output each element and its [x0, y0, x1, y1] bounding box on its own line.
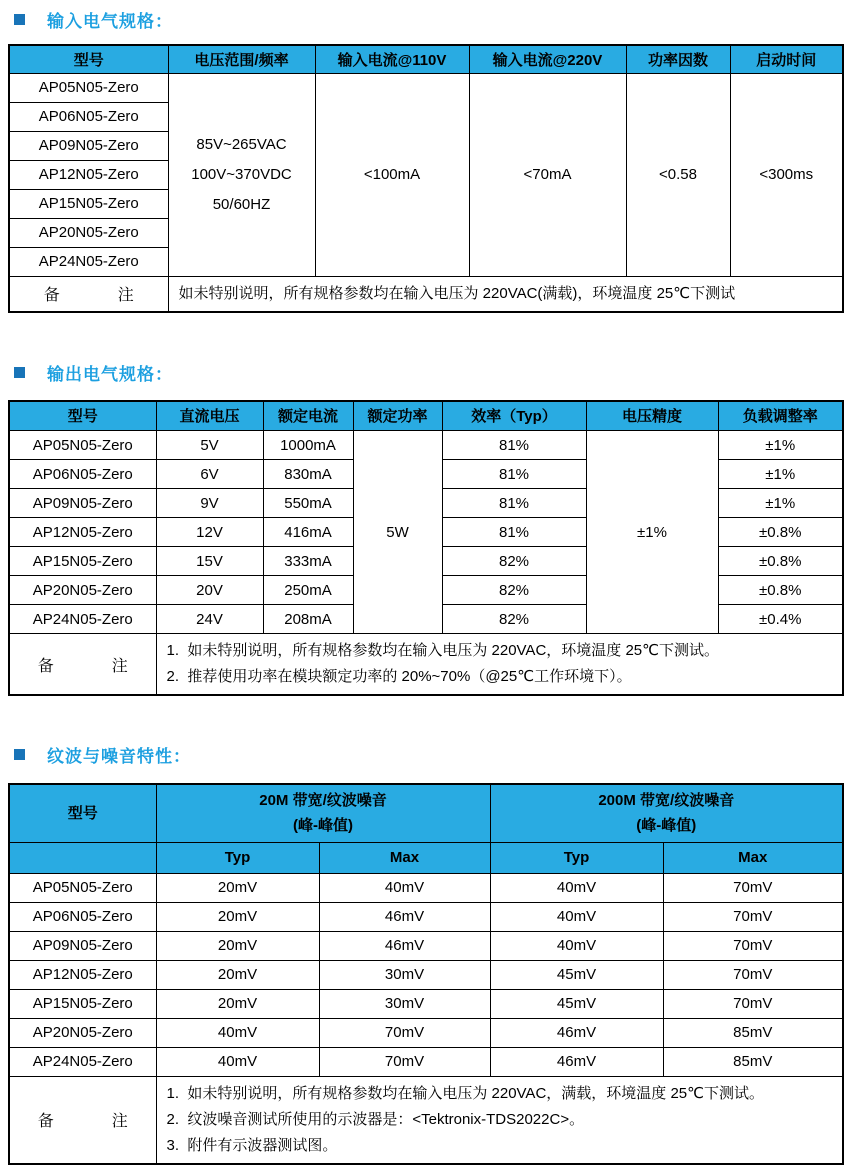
model-cell: AP09N05-Zero	[9, 131, 168, 160]
section-title-ripple-noise	[14, 743, 850, 765]
load-regulation-cell: ±0.8%	[718, 547, 843, 576]
load-regulation-cell: ±0.8%	[718, 576, 843, 605]
col-subheader-typ-200m: Typ	[490, 842, 663, 873]
max-200m-cell: 70mV	[663, 989, 843, 1018]
typ-200m-cell: 46mV	[490, 1018, 663, 1047]
max-200m-cell: 70mV	[663, 902, 843, 931]
col-header-20m-bandwidth-group	[156, 784, 490, 842]
input-current-220v-cell: <70mA	[469, 73, 626, 276]
max-20m-cell: 70mV	[319, 1018, 490, 1047]
dc-voltage-cell: 9V	[156, 489, 263, 518]
model-cell: AP12N05-Zero	[9, 518, 156, 547]
model-cell: AP20N05-Zero	[9, 576, 156, 605]
table-row	[9, 431, 843, 460]
max-200m-cell: 85mV	[663, 1018, 843, 1047]
section-title-text: 输出电气规格：	[47, 365, 173, 384]
output-spec-table	[8, 400, 844, 697]
dc-voltage-cell: 24V	[156, 605, 263, 634]
rated-current-cell: 333mA	[263, 547, 353, 576]
col-header-model: 型号	[9, 784, 156, 842]
load-regulation-cell: ±1%	[718, 431, 843, 460]
voltage-range-line: 85V~265VAC	[196, 135, 287, 153]
startup-time-cell: <300ms	[730, 73, 843, 276]
note-line: 2. 纹波噪音测试所使用的示波器是：<Tektronix-TDS2022C>。	[166, 1110, 585, 1128]
table-subheader-row	[9, 842, 843, 873]
model-cell: AP15N05-Zero	[9, 989, 156, 1018]
typ-20m-cell: 20mV	[156, 931, 319, 960]
section-title-output-specs	[14, 362, 850, 384]
model-cell: AP15N05-Zero	[9, 189, 168, 218]
table-header-row	[9, 401, 843, 431]
model-cell: AP05N05-Zero	[9, 873, 156, 902]
model-cell: AP20N05-Zero	[9, 218, 168, 247]
dc-voltage-cell: 15V	[156, 547, 263, 576]
note-label-cell	[9, 276, 168, 312]
table-row	[9, 989, 843, 1018]
dc-voltage-cell: 6V	[156, 460, 263, 489]
typ-200m-cell: 40mV	[490, 931, 663, 960]
note-text-cell	[156, 1076, 843, 1164]
rated-current-cell: 416mA	[263, 518, 353, 547]
efficiency-cell: 81%	[442, 460, 586, 489]
typ-20m-cell: 20mV	[156, 873, 319, 902]
max-200m-cell: 70mV	[663, 960, 843, 989]
load-regulation-cell: ±1%	[718, 489, 843, 518]
model-cell: AP24N05-Zero	[9, 247, 168, 276]
group-header-line: 20M 带宽/纹波噪音	[259, 792, 387, 810]
typ-200m-cell: 40mV	[490, 902, 663, 931]
max-20m-cell: 40mV	[319, 873, 490, 902]
typ-20m-cell: 40mV	[156, 1047, 319, 1076]
table-row	[9, 960, 843, 989]
note-label-cell	[9, 634, 156, 696]
col-header-rated-current: 额定电流	[263, 401, 353, 431]
load-regulation-cell: ±0.8%	[718, 518, 843, 547]
col-header-startup-time: 启动时间	[730, 45, 843, 73]
note-line: 2. 推荐使用功率在模块额定功率的 20%~70%（@25℃工作环境下）。	[166, 668, 632, 685]
typ-200m-cell: 45mV	[490, 960, 663, 989]
col-header-dc-voltage: 直流电压	[156, 401, 263, 431]
efficiency-cell: 82%	[442, 576, 586, 605]
model-cell: AP06N05-Zero	[9, 102, 168, 131]
col-header-input-current-220v: 输入电流@220V	[469, 45, 626, 73]
note-line: 1. 如未特别说明，所有规格参数均在输入电压为 220VAC，满载，环境温度 25℃下测试。	[166, 1084, 764, 1102]
table-row	[9, 1018, 843, 1047]
col-header-voltage-range: 电压范围/频率	[168, 45, 315, 73]
col-header-efficiency: 效率（Typ）	[442, 401, 586, 431]
efficiency-cell: 82%	[442, 547, 586, 576]
table-header-row	[9, 45, 843, 73]
note-row	[9, 1076, 843, 1164]
col-subheader-max-200m: Max	[663, 842, 843, 873]
model-cell: AP09N05-Zero	[9, 489, 156, 518]
col-header-load-regulation: 负载调整率	[718, 401, 843, 431]
model-cell: AP09N05-Zero	[9, 931, 156, 960]
note-label-char: 备	[37, 657, 54, 675]
col-subheader-empty	[9, 842, 156, 873]
table-row	[9, 73, 843, 102]
max-200m-cell: 85mV	[663, 1047, 843, 1076]
table-row	[9, 873, 843, 902]
model-cell: AP05N05-Zero	[9, 431, 156, 460]
rated-power-cell: 5W	[353, 431, 442, 634]
note-line: 3. 附件有示波器测试图。	[166, 1136, 338, 1154]
group-header-line: (峰-峰值)	[293, 817, 353, 835]
note-label-char: 注	[117, 287, 134, 304]
ripple-noise-table	[8, 783, 844, 1165]
efficiency-cell: 82%	[442, 605, 586, 634]
col-header-input-current-110v: 输入电流@110V	[315, 45, 469, 73]
section-bullet-icon	[14, 367, 25, 378]
load-regulation-cell: ±1%	[718, 460, 843, 489]
note-label-char: 注	[111, 657, 128, 675]
section-bullet-icon	[14, 749, 25, 760]
note-text-cell	[156, 634, 843, 696]
max-20m-cell: 46mV	[319, 931, 490, 960]
rated-current-cell: 250mA	[263, 576, 353, 605]
model-cell: AP15N05-Zero	[9, 547, 156, 576]
note-text-cell	[168, 276, 843, 312]
table-row	[9, 1047, 843, 1076]
dc-voltage-cell: 20V	[156, 576, 263, 605]
model-cell: AP12N05-Zero	[9, 160, 168, 189]
typ-20m-cell: 20mV	[156, 902, 319, 931]
voltage-range-line: 50/60HZ	[212, 195, 271, 213]
col-header-rated-power: 额定功率	[353, 401, 442, 431]
max-20m-cell: 30mV	[319, 989, 490, 1018]
max-20m-cell: 70mV	[319, 1047, 490, 1076]
col-header-power-factor: 功率因数	[626, 45, 730, 73]
voltage-range-cell	[168, 73, 315, 276]
rated-current-cell: 1000mA	[263, 431, 353, 460]
efficiency-cell: 81%	[442, 489, 586, 518]
input-spec-table	[8, 44, 844, 313]
typ-20m-cell: 40mV	[156, 1018, 319, 1047]
section-title-text: 输入电气规格：	[47, 11, 173, 31]
note-row	[9, 634, 843, 696]
rated-current-cell: 550mA	[263, 489, 353, 518]
model-cell: AP24N05-Zero	[9, 605, 156, 634]
typ-20m-cell: 20mV	[156, 989, 319, 1018]
dc-voltage-cell: 12V	[156, 518, 263, 547]
note-label-char: 备	[43, 287, 60, 304]
max-20m-cell: 46mV	[319, 902, 490, 931]
col-subheader-typ-20m: Typ	[156, 842, 319, 873]
power-factor-cell: <0.58	[626, 73, 730, 276]
model-cell: AP06N05-Zero	[9, 902, 156, 931]
efficiency-cell: 81%	[442, 431, 586, 460]
col-header-model: 型号	[9, 45, 168, 73]
note-label-char: 注	[111, 1113, 128, 1130]
dc-voltage-cell: 5V	[156, 431, 263, 460]
typ-200m-cell: 45mV	[490, 989, 663, 1018]
group-header-line: (峰-峰值)	[636, 817, 697, 835]
table-row	[9, 931, 843, 960]
table-row	[9, 902, 843, 931]
note-label-char: 备	[37, 1113, 54, 1130]
input-current-110v-cell: <100mA	[315, 73, 469, 276]
max-200m-cell: 70mV	[663, 931, 843, 960]
note-row	[9, 276, 843, 312]
typ-200m-cell: 46mV	[490, 1047, 663, 1076]
section-title-text: 纹波与噪音特性：	[47, 746, 191, 766]
section-bullet-icon	[14, 14, 25, 25]
voltage-range-line: 100V~370VDC	[191, 165, 292, 183]
rated-current-cell: 208mA	[263, 605, 353, 634]
model-cell: AP12N05-Zero	[9, 960, 156, 989]
typ-20m-cell: 20mV	[156, 960, 319, 989]
group-header-line: 200M 带宽/纹波噪音	[598, 792, 735, 810]
note-label-cell	[9, 1076, 156, 1164]
section-title-input-specs	[14, 8, 850, 30]
model-cell: AP20N05-Zero	[9, 1018, 156, 1047]
max-20m-cell: 30mV	[319, 960, 490, 989]
model-cell: AP05N05-Zero	[9, 73, 168, 102]
table-header-row	[9, 784, 843, 842]
typ-200m-cell: 40mV	[490, 873, 663, 902]
note-line: 如未特别说明，所有规格参数均在输入电压为 220VAC(满载)，环境温度 25℃下测试	[178, 284, 736, 302]
efficiency-cell: 81%	[442, 518, 586, 547]
load-regulation-cell: ±0.4%	[718, 605, 843, 634]
rated-current-cell: 830mA	[263, 460, 353, 489]
col-header-200m-bandwidth-group	[490, 784, 843, 842]
note-line: 1. 如未特别说明，所有规格参数均在输入电压为 220VAC，环境温度 25℃下测试。	[166, 642, 719, 659]
model-cell: AP06N05-Zero	[9, 460, 156, 489]
max-200m-cell: 70mV	[663, 873, 843, 902]
col-header-voltage-accuracy: 电压精度	[586, 401, 718, 431]
col-subheader-max-20m: Max	[319, 842, 490, 873]
model-cell: AP24N05-Zero	[9, 1047, 156, 1076]
voltage-accuracy-cell: ±1%	[586, 431, 718, 634]
col-header-model: 型号	[9, 401, 156, 431]
